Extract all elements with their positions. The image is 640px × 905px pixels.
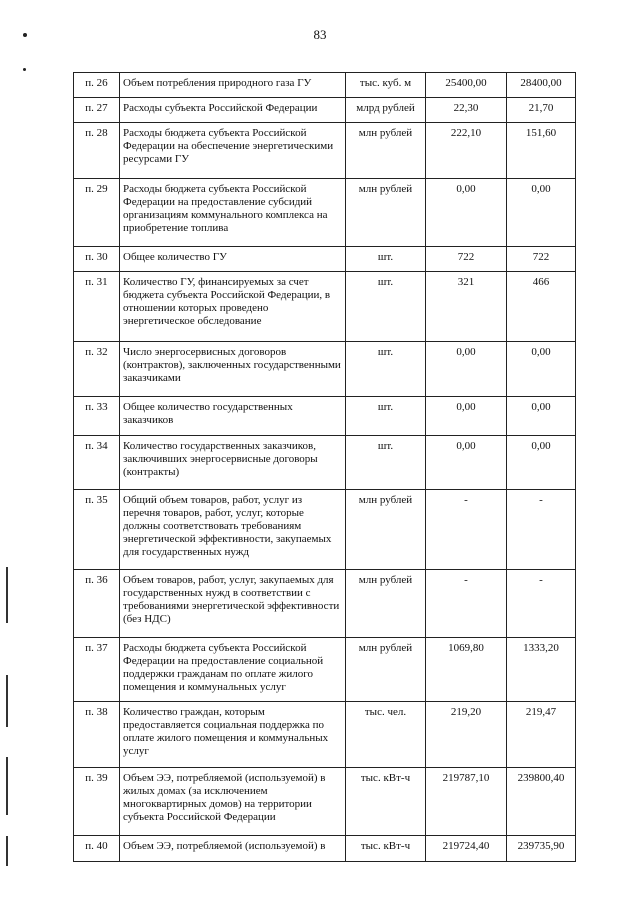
table-row: [74, 123, 576, 179]
value-year-2: 219,47: [507, 702, 576, 768]
value-year-1: 321: [426, 272, 507, 342]
value-year-1: 219724,40: [426, 836, 507, 862]
indicator-name: Расходы бюджета субъекта Российской Федерации на предоставление социальной поддержки гражданам по оплате жилого помещения и коммунальных услуг: [120, 638, 346, 702]
value-year-2: 21,70: [507, 98, 576, 123]
indicators-table: [73, 72, 576, 862]
table-row: [74, 702, 576, 768]
unit: шт.: [346, 247, 426, 272]
margin-mark: [6, 567, 8, 623]
row-number: п. 30: [74, 247, 120, 272]
value-year-2: -: [507, 490, 576, 570]
row-number: п. 33: [74, 397, 120, 436]
value-year-2: 28400,00: [507, 73, 576, 98]
value-year-2: 1333,20: [507, 638, 576, 702]
row-number: п. 36: [74, 570, 120, 638]
table-row: [74, 272, 576, 342]
unit: шт.: [346, 342, 426, 397]
value-year-1: 0,00: [426, 179, 507, 247]
unit: млн рублей: [346, 638, 426, 702]
value-year-1: 219787,10: [426, 768, 507, 836]
indicator-name: Объем потребления природного газа ГУ: [120, 73, 346, 98]
unit: млн рублей: [346, 570, 426, 638]
indicator-name: Расходы бюджета субъекта Российской Федерации на предоставление субсидий организациям коммунального комплекса на приобретение топлива: [120, 179, 346, 247]
table-row: [74, 73, 576, 98]
page-number: 83: [313, 27, 327, 42]
row-number: п. 35: [74, 490, 120, 570]
indicator-name: Число энергосервисных договоров (контрактов), заключенных государственными заказчиками: [120, 342, 346, 397]
row-number: п. 28: [74, 123, 120, 179]
value-year-1: 0,00: [426, 397, 507, 436]
value-year-1: 22,30: [426, 98, 507, 123]
table-row: [74, 836, 576, 862]
value-year-1: 0,00: [426, 342, 507, 397]
table-row: [74, 98, 576, 123]
indicator-name: Количество ГУ, финансируемых за счет бюджета субъекта Российской Федерации, в отношении которых проведено энергетическое обследование: [120, 272, 346, 342]
row-number: п. 34: [74, 436, 120, 490]
row-number: п. 31: [74, 272, 120, 342]
indicator-name: Объем ЭЭ, потребляемой (используемой) в: [120, 836, 346, 862]
value-year-2: 0,00: [507, 342, 576, 397]
table-row: [74, 768, 576, 836]
value-year-1: 219,20: [426, 702, 507, 768]
value-year-2: 466: [507, 272, 576, 342]
value-year-1: 722: [426, 247, 507, 272]
margin-mark: [6, 757, 8, 815]
unit: тыс. куб. м: [346, 73, 426, 98]
value-year-2: 722: [507, 247, 576, 272]
row-number: п. 40: [74, 836, 120, 862]
row-number: п. 29: [74, 179, 120, 247]
unit: млн рублей: [346, 179, 426, 247]
value-year-2: -: [507, 570, 576, 638]
indicator-name: Количество граждан, которым предоставляется социальная поддержка по оплате жилого помещения и коммунальных услуг: [120, 702, 346, 768]
indicator-name: Расходы субъекта Российской Федерации: [120, 98, 346, 123]
value-year-2: 0,00: [507, 397, 576, 436]
row-number: п. 32: [74, 342, 120, 397]
unit: тыс. кВт-ч: [346, 836, 426, 862]
value-year-1: 25400,00: [426, 73, 507, 98]
indicator-name: Общий объем товаров, работ, услуг из перечня товаров, работ, услуг, которые должны соответствовать требованиям энергетической эффективности, закупаемых для государственных нужд: [120, 490, 346, 570]
row-number: п. 37: [74, 638, 120, 702]
indicator-name: Объем ЭЭ, потребляемой (используемой) в жилых домах (за исключением многоквартирных домов) на территории субъекта Российской Федерации: [120, 768, 346, 836]
table-row: [74, 436, 576, 490]
value-year-2: 239800,40: [507, 768, 576, 836]
unit: шт.: [346, 272, 426, 342]
value-year-1: -: [426, 570, 507, 638]
value-year-1: -: [426, 490, 507, 570]
indicator-name: Общее количество государственных заказчиков: [120, 397, 346, 436]
row-number: п. 39: [74, 768, 120, 836]
margin-mark: [6, 836, 8, 866]
unit: шт.: [346, 397, 426, 436]
unit: млн рублей: [346, 123, 426, 179]
row-number: п. 27: [74, 98, 120, 123]
value-year-2: 0,00: [507, 436, 576, 490]
table-row: [74, 638, 576, 702]
unit: тыс. кВт-ч: [346, 768, 426, 836]
table-row: [74, 247, 576, 272]
table-row: [74, 179, 576, 247]
value-year-1: 222,10: [426, 123, 507, 179]
row-number: п. 38: [74, 702, 120, 768]
unit: тыс. чел.: [346, 702, 426, 768]
indicator-name: Объем товаров, работ, услуг, закупаемых для государственных нужд в соответствии с требованиями энергетической эффективности (без НДС): [120, 570, 346, 638]
value-year-2: 0,00: [507, 179, 576, 247]
value-year-2: 239735,90: [507, 836, 576, 862]
margin-mark: [6, 675, 8, 727]
indicator-name: Расходы бюджета субъекта Российской Федерации на обеспечение энергетическими ресурсами ГУ: [120, 123, 346, 179]
indicator-name: Общее количество ГУ: [120, 247, 346, 272]
table-row: [74, 397, 576, 436]
scan-mark: [23, 68, 26, 71]
indicator-name: Количество государственных заказчиков, заключивших энергосервисные договоры (контракты): [120, 436, 346, 490]
value-year-2: 151,60: [507, 123, 576, 179]
table-row: [74, 342, 576, 397]
scan-mark: [23, 33, 27, 37]
unit: млн рублей: [346, 490, 426, 570]
unit: шт.: [346, 436, 426, 490]
unit: млрд рублей: [346, 98, 426, 123]
row-number: п. 26: [74, 73, 120, 98]
value-year-1: 0,00: [426, 436, 507, 490]
table-row: [74, 490, 576, 570]
value-year-1: 1069,80: [426, 638, 507, 702]
table-row: [74, 570, 576, 638]
